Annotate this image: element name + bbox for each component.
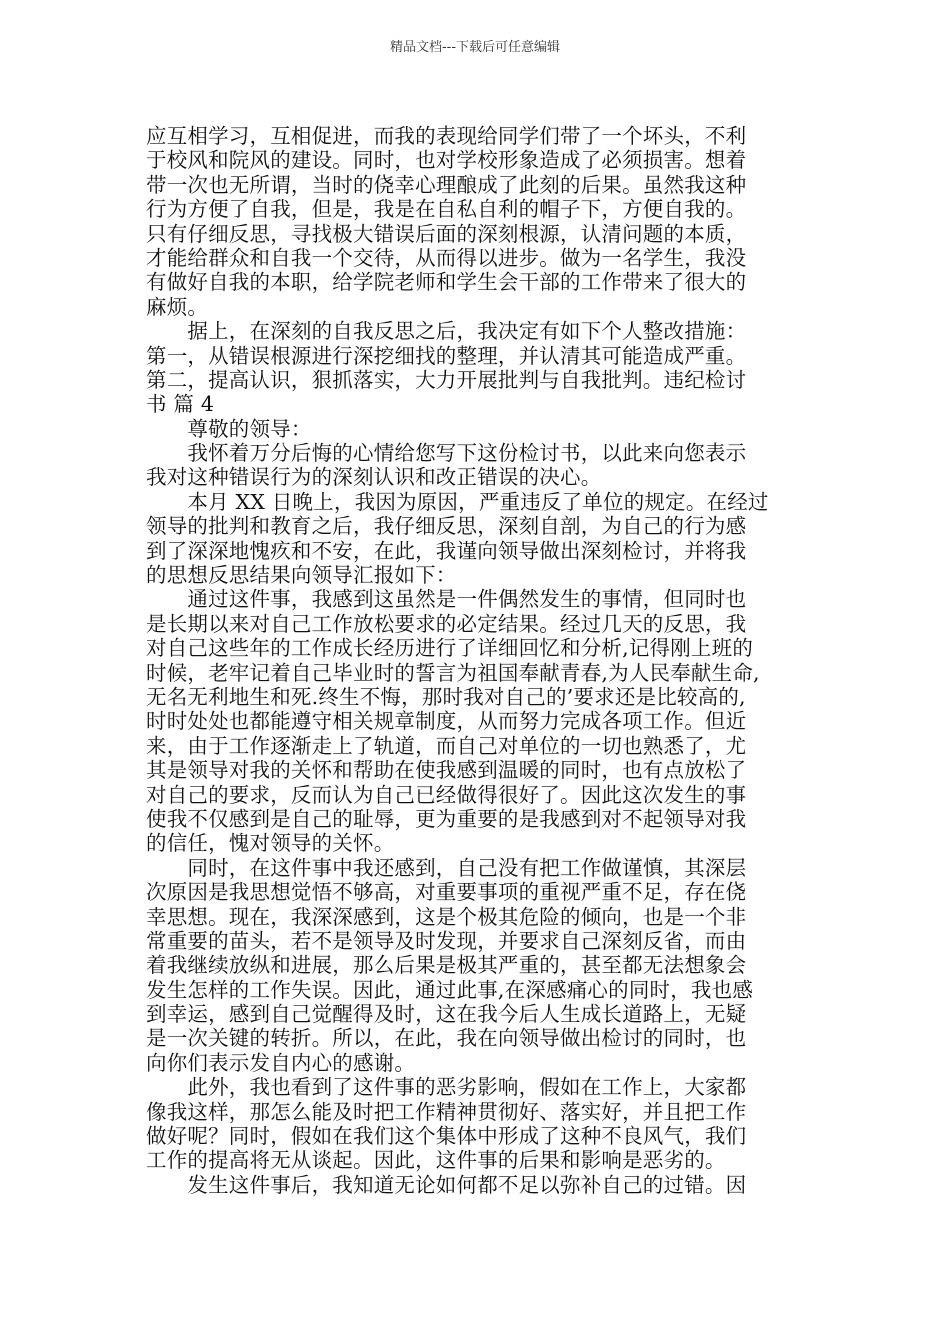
text-line: 来，由于工作逐渐走上了轨道，而自己对单位的一切也熟悉了，尤 (146, 733, 747, 758)
page-header: 精品文档---下载后可任意编辑 (389, 40, 561, 55)
text-line: 的信任，愧对领导的关怀。 (146, 831, 395, 856)
text-line: 对自己的要求，反而认为自己已经做得很好了。因此这次发生的事 (146, 782, 747, 807)
text-line: 应互相学习，互相促进，而我的表现给同学们带了一个坏头，不利 (146, 124, 747, 148)
text-line: 我对这种错误行为的深刻认识和改正错误的决心。 (146, 465, 602, 490)
text-line: 是一次关键的转折。所以，在此，我在向领导做出检讨的同时，也 (146, 1026, 747, 1051)
text-line: 做好呢？同时，假如在我们这个集体中形成了这种不良风气，我们 (146, 1124, 747, 1149)
text-line: 着我继续放纵和进展，那么后果是极其严重的，甚至都无法想象会 (146, 953, 747, 978)
text-line: 于校风和院风的建设。同时，也对学校形象造成了必须损害。想着 (146, 148, 747, 173)
text-line: 无名无利地生和死.终生不悔，那时我对自己的’要求还是比较高的, (146, 684, 746, 709)
text-line: 尊敬的领导： (146, 416, 312, 441)
text-line: 次原因是我思想觉悟不够高，对重要事项的重视严重不足，存在侥 (146, 880, 747, 905)
text-line: 时候，老牢记着自己毕业时的誓言为祖国奉献青春,为人民奉献生命, (146, 660, 760, 685)
text-line: 幸思想。现在，我深深感到，这是个极其危险的倾向，也是一个非 (146, 904, 747, 929)
text-line: 工作的提高将无从谈起。因此，这件事的后果和影响是恶劣的。 (146, 1148, 726, 1173)
text-line: 有做好自我的本职，给学院老师和学生会干部的工作带来了很大的 (146, 270, 747, 295)
text-line: 向你们表示发自内心的感谢。 (146, 1050, 416, 1075)
text-line: 我怀着万分后悔的心情给您写下这份检讨书，以此来向您表示 (146, 441, 747, 466)
text-line: 其是领导对我的关怀和帮助在使我感到温暖的同时，也有点放松了 (146, 758, 747, 783)
text-line: 只有仔细反思，寻找极大错误后面的深刻根源，认清问题的本质， (146, 221, 747, 246)
text-line: 是长期以来对自己工作放松要求的必定结果。经过几天的反思，我 (146, 611, 747, 636)
text-line: 才能给群众和自我一个交待，从而得以进步。做为一名学生，我没 (146, 245, 747, 270)
text-line: 像我这样，那怎么能及时把工作精神贯彻好、落实好，并且把工作 (146, 1099, 747, 1124)
text-line: 发生怎样的工作失误。因此，通过此事,在深感痛心的同时，我也感 (146, 977, 754, 1002)
text-line: 到幸运，感到自己觉醒得及时，这在我今后人生成长道路上，无疑 (146, 1002, 747, 1027)
text-line: 麻烦。 (146, 294, 209, 319)
text-line: 此外，我也看到了这件事的恶劣影响，假如在工作上，大家都 (146, 1075, 747, 1100)
text-line: 对自己这些年的工作成长经历进行了详细回忆和分析,记得刚上班的 (146, 636, 754, 661)
text-line: 常重要的苗头，若不是领导及时发现，并要求自己深刻反省，而由 (146, 928, 747, 953)
text-line: 本月 XX 日晚上，我因为原因，严重违反了单位的规定。在经过 (146, 489, 769, 514)
text-line: 的思想反思结果向领导汇报如下： (146, 563, 457, 588)
text-line: 行为方便了自我，但是，我是在自私自利的帽子下，方便自我的。 (146, 197, 747, 222)
text-line: 带一次也无所谓，当时的侥幸心理酿成了此刻的后果。虽然我这种 (146, 172, 747, 197)
text-line: 同时，在这件事中我还感到，自己没有把工作做谨慎，其深层 (146, 855, 747, 880)
text-line: 发生这件事后，我知道无论如何都不足以弥补自己的过错。因 (146, 1172, 747, 1197)
text-line: 据上，在深刻的自我反思之后，我决定有如下个人整改措施： (146, 319, 747, 344)
text-line: 领导的批判和教育之后，我仔细反思，深刻自剖，为自己的行为感 (146, 514, 747, 539)
text-line: 第二，提高认识，狠抓落实，大力开展批判与自我批判。违纪检讨 (146, 367, 747, 392)
text-line: 时时处处也都能遵守相关规章制度，从而努力完成各项工作。但近 (146, 709, 747, 734)
text-line: 书 篇 4 (146, 392, 215, 417)
text-line: 使我不仅感到是自己的耻辱，更为重要的是我感到对不起领导对我 (146, 806, 747, 831)
document-body (146, 124, 818, 1197)
text-line: 到了深深地愧疚和不安，在此，我谨向领导做出深刻检讨，并将我 (146, 538, 747, 563)
text-line: 通过这件事，我感到这虽然是一件偶然发生的事情，但同时也 (146, 587, 747, 612)
text-line: 第一，从错误根源进行深挖细找的整理，并认清其可能造成严重。 (146, 343, 747, 368)
